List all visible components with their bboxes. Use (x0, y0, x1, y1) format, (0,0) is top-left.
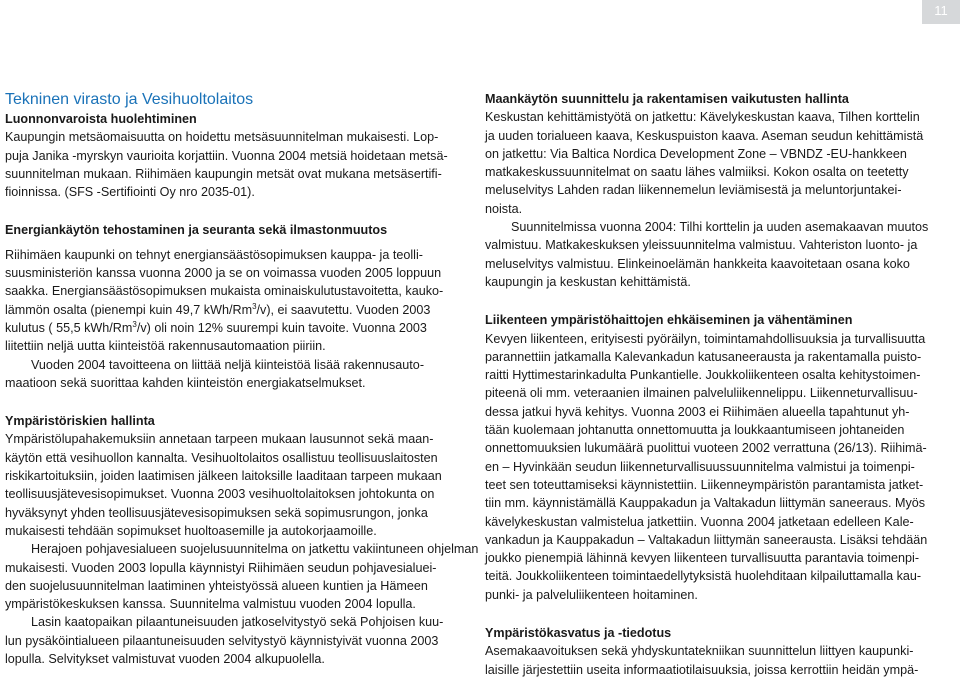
text-line: Kevyen liikenteen, erityisesti pyöräilyn, toimintamahdollisuuksia ja turvallisuutta (485, 331, 926, 346)
text-line (5, 301, 441, 319)
right-column (485, 90, 957, 679)
text-line: liitettiin neljä uutta kiinteistöä rakennusautomaation piiriin. (5, 339, 326, 354)
text-fragment: /v) oli noin 12% suurempi kuin tavoite. Vuonna 2003 (136, 320, 427, 335)
text-line: lopulla. Selvitykset valmistuvat vuoden 2004 alkupuolella. (5, 652, 325, 667)
text-line: meluselvitys Lahden radan liikennemelun leviämisestä ja meluntorjuntakei- (485, 183, 902, 198)
subsection-heading-energy: Energiankäytön tehostaminen ja seuranta sekä ilmastonmuutos (5, 223, 388, 238)
text-line: mukaisesti tehdään sopimukset huoltoasemille ja autokorjaamoille. (5, 523, 377, 538)
text-line: tiin mm. käynnistämällä Kauppakadun ja Valtakadun liittymän saneeraus. Myös (485, 496, 926, 511)
subsection-heading-land-use: Maankäytön suunnittelu ja rakentamisen vaikutusten hallinta (485, 92, 849, 106)
text-line: Asemakaavoituksen sekä yhdyskuntatekniikan suunnittelun liittyen kaupunki- (485, 644, 914, 659)
text-line: raitti Hyttimestarinkadulta Punkantielle. Joukkoliikenteen osalta kehitystoimen- (485, 368, 921, 383)
text-line: riskikartoituksiin, joiden laatimisen jälkeen laitoksille laaditaan tarpeen mukaan (5, 469, 442, 484)
text-line: teitä. Joukkoliikenteen toimintaedellytyksistä huolehditaan kilpailuttamalla kau- (485, 569, 922, 584)
text-line: dessa jatkui hyvä kehitys. Vuonna 2003 ei Riihimäen alueella tapahtunut yh- (485, 404, 910, 419)
page-number-badge (922, 0, 960, 24)
page-number: 11 (934, 3, 948, 18)
text-line: suusministeriön kanssa vuonna 2000 ja se on voimassa vuoden 2005 loppuun (5, 266, 442, 281)
text-line: Lasin kaatopaikan pilaantuneisuuden jatkoselvitystyö sekä Pohjoisen kuu- (31, 615, 444, 630)
text-line: puja Janika -myrskyn vaurioita korjattiin. Vuonna 2004 metsiä hoidetaan metsä- (5, 148, 448, 163)
superscript: 3 (132, 319, 137, 329)
text-line: käytön että vesihuollon kannalta. Vesihuoltolaitos osallistuu teollisuuslaitosten (5, 450, 438, 465)
text-line: piteenä oli mm. veteraanien ilmainen palveluliikennelippu. Liikenneturvallisuu- (485, 386, 918, 401)
text-line: fioinnissa. (SFS -Sertifiointi Oy nro 2035-01). (5, 185, 255, 200)
subsection-heading-traffic: Liikenteen ympäristöhaittojen ehkäiseminen ja vähentäminen (485, 313, 853, 328)
text-line: parannettiin jatkamalla Kalevankadun katusaneerausta ja rakentamalla puisto- (485, 349, 922, 364)
text-line: kaupungin ja keskustan kehittämistä. (485, 274, 691, 289)
subsection-heading-education: Ympäristökasvatus ja -tiedotus (485, 626, 672, 641)
text-line: teet sen toteuttamiseksi käynnistettiin. Liikenneympäristön parantamista jatket- (485, 477, 924, 492)
text-line (5, 319, 441, 337)
subsection-heading-risk: Ympäristöriskien hallinta (5, 414, 155, 429)
text-line: valmistuu. Matkakeskuksen yleissuunnitelma valmistuu. Vahteriston luonto- ja (485, 238, 918, 253)
text-line: onnettomuuksien lukumäärä puolittui vuoteen 2002 verrattuna (26/13). Riihimä- (485, 441, 927, 456)
section-title: Tekninen virasto ja Vesihuoltolaitos (5, 91, 254, 108)
text-line: Suunnitelmissa vuonna 2004: Tilhi korttelin ja uuden asemakaavan muutos (511, 220, 929, 235)
text-line: ja uuden torialueen kaava, Keskuspuiston kaava. Aseman seudun kehittämistä (485, 128, 924, 143)
text-line: vankadun ja Kauppakadun – Valtakadun liittymän saneerausta. Lisäksi tehdään (485, 532, 928, 547)
text-line: suunnitelman mukaan. Riihimäen kaupungin metsät ovat mukana metsäsertifi- (5, 166, 442, 181)
text-line: mukaisesti. Vuoden 2003 lopulla käynnistyi Riihimäen seudun pohjavesialuei- (5, 560, 437, 575)
text-line: punki- ja palveluliikenteen hoitaminen. (485, 587, 698, 602)
text-line: kävelykeskustan valmistelua jatkettiin. Vuonna 2004 jatketaan edelleen Kale- (485, 514, 914, 529)
text-line: en – Hyvinkään seudun liikenneturvallisuussuunnitelma valmistui ja toimenpi- (485, 459, 915, 474)
subsection-heading-natural-resources: Luonnonvaroista huolehtiminen (5, 112, 197, 126)
text-line: tään kuolemaan johtanutta onnettomuutta ja loukkaantumiseen johtaneiden (485, 423, 905, 438)
text-line: meluselvitys valmistuu. Elinkeinoelämän hankkeita kaavoitetaan osana koko (485, 256, 910, 271)
text-line: matkakeskussuunnitelmat on saatu lähes valmiiksi. Kokon osalta on teetetty (485, 165, 909, 180)
text-line: laisille järjestettiin useita informaatiotilaisuuksia, joissa kerrottiin heidän ympä- (485, 662, 919, 677)
text-fragment: lämmön osalta (pienempi kuin 49,7 kWh/Rm (5, 302, 253, 317)
text-line: saakka. Energiansäästösopimuksen mukaista ominaiskulutustavoitetta, kauko- (5, 284, 444, 299)
text-line: Kaupungin metsäomaisuutta on hoidettu metsäsuunnitelman mukaisesti. Lop- (5, 130, 439, 145)
text-line: Riihimäen kaupunki on tehnyt energiansäästösopimuksen kauppa- ja teolli- (5, 247, 423, 262)
text-line: on jatkettu: Via Baltica Nordica Development Zone – VBNDZ -EU-hankkeen (485, 146, 907, 161)
text-line: Ympäristölupahakemuksiin annetaan tarpeen mukaan lausunnot sekä maan- (5, 432, 434, 447)
superscript: 3 (252, 301, 257, 311)
text-line: lun pysäköintialueen pilaantuneisuuden selvitystyö käynnistyivät vuonna 2003 (5, 633, 439, 648)
left-column (5, 90, 479, 668)
text-line: Keskustan kehittämistyötä on jatkettu: Kävelykeskustan kaava, Tilhen korttelin (485, 110, 920, 125)
text-line: teollisuusjätevesisopimukset. Vuonna 2003 vesihuoltolaitoksen johtokunta on (5, 487, 435, 502)
text-fragment: /v), ei saavutettu. Vuoden 2003 (256, 302, 431, 317)
text-line: ympäristökeskuksen kanssa. Suunnitelma valmistuu vuoden 2004 lopulla. (5, 597, 416, 612)
text-line: Vuoden 2004 tavoitteena on liittää neljä kiinteistöä lisää rakennusauto- (31, 357, 425, 372)
text-line: den suojelusuunnitelman laatiminen yhteistyössä alueen kuntien ja Hämeen (5, 578, 428, 593)
text-line: noista. (485, 201, 523, 216)
text-line: maatioon sekä suorittaa kahden kiinteistön energiakatselmukset. (5, 375, 366, 390)
text-fragment: kulutus ( 55,5 kWh/Rm (5, 320, 133, 335)
text-line: joukko pienempiä lähinnä kevyen liikenteen turvallisuutta parantavia toimenpi- (485, 551, 920, 566)
text-line: Herajoen pohjavesialueen suojelusuunnitelma on jatkettu vakiintuneen ohjelman (31, 542, 479, 557)
text-line: hyväksynyt yhden teollisuusjätevesisopimuksen sekä sopimusrungon, jonka (5, 505, 428, 520)
